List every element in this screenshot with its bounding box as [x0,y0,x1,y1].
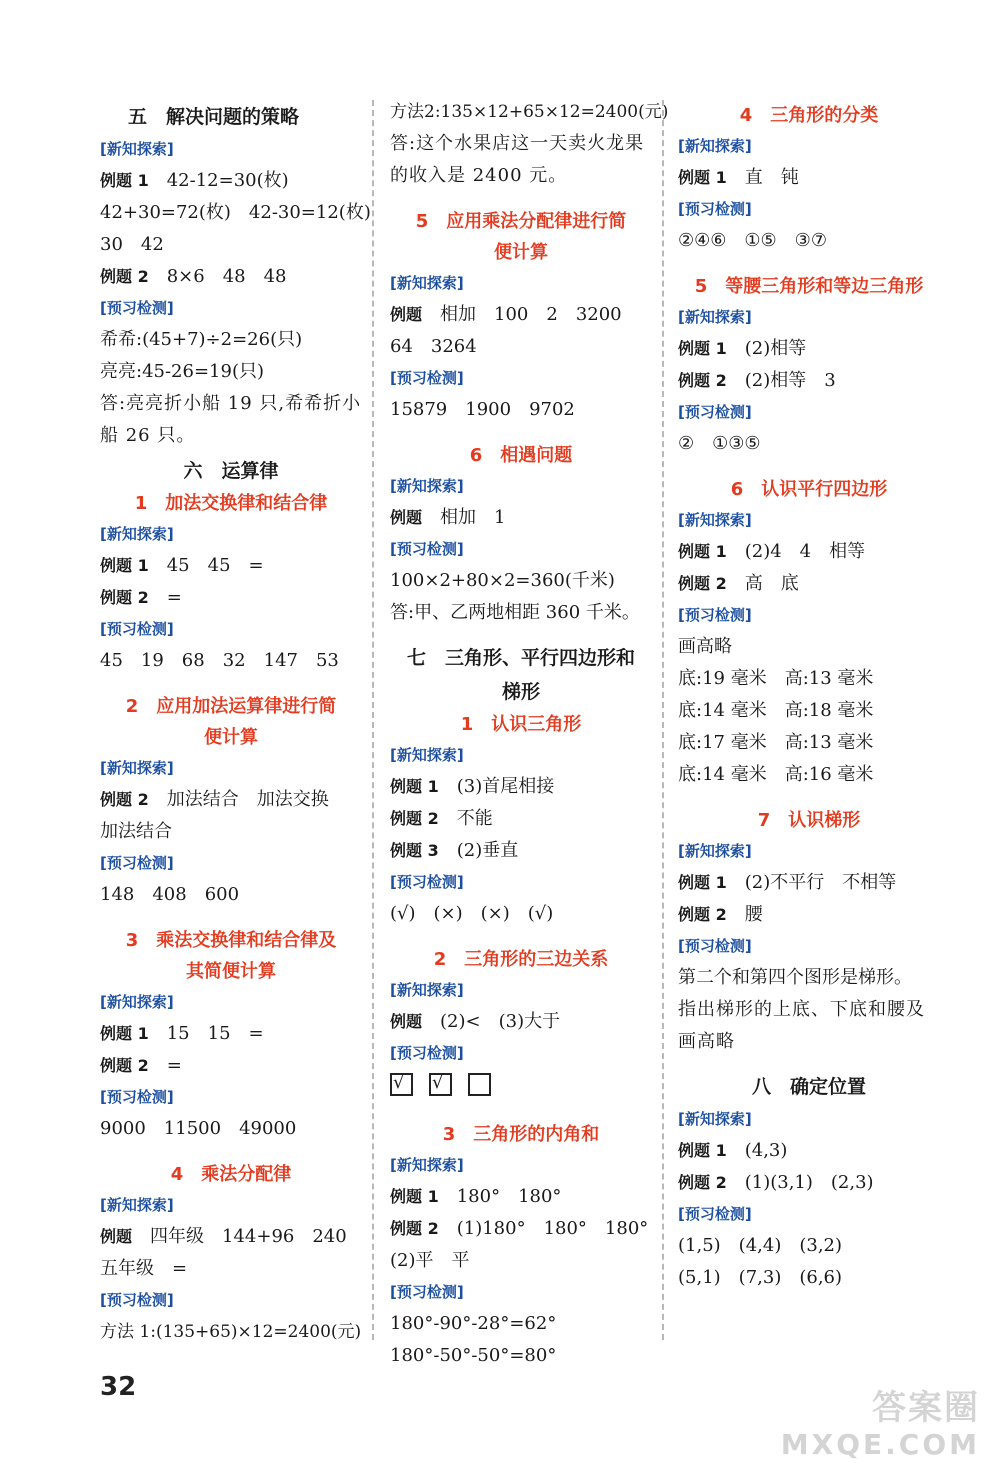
answer-line: 180°-50°-50°=80° [390,1345,557,1366]
example-label: 例题 2 [390,1219,439,1238]
preview-check-tag: [预习检测] [390,1044,464,1062]
answer-line: ②④⑥ ①⑤ ③⑦ [678,230,827,251]
example-label: 例题 1 [100,1024,149,1043]
answer-line [100,784,362,816]
example-label: 例题 2 [678,905,727,924]
answer-text: (2)不平行 不相等 [744,872,897,893]
answer-text: 加法结合 加法交换 [166,789,329,810]
answer-line: 五年级 = [100,1258,188,1279]
answer-line [100,1050,362,1082]
section-addition-simplify [100,691,362,911]
new-knowledge-tag: [新知探索] [678,842,752,860]
preview-check-tag: [预习检测] [678,403,752,421]
chapter-title: 七 三角形、平行四边形和 [406,647,635,669]
section-title: 4 乘法分配律 [170,1164,292,1185]
section-title-cont: 便计算 [494,242,548,263]
section-title: 6 认识平行四边形 [730,479,888,500]
new-knowledge-tag: [新知探索] [390,274,464,292]
answer-line: 方法 1:(135+65)×12=2400(元) [100,1322,362,1342]
answer-line: 第二个和第四个图形是梯形。 [678,967,912,988]
example-label: 例题 1 [678,542,727,561]
answer-text: = [166,587,182,608]
answer-text: 四年级 144+96 240 [150,1226,347,1247]
page-number: 32 [100,1372,137,1402]
example-label: 例题 [100,1227,133,1246]
answer-line: 100×2+80×2=360(千米) [390,570,615,591]
answer-text: (2)< (3)大于 [440,1011,561,1032]
answer-line [390,1213,652,1245]
preview-check-tag: [预习检测] [678,937,752,955]
section-distributive-law [100,1159,362,1348]
section-title: 7 认识梯形 [757,810,861,831]
example-label: 例题 1 [100,171,149,190]
section-title: 3 乘法交换律和结合律及 [125,930,337,951]
section-multiplication-laws [100,925,362,1145]
answer-line [390,1006,652,1038]
preview-check-tag: [预习检测] [390,369,464,387]
example-label: 例题 1 [678,873,727,892]
section-title: 2 三角形的三边关系 [433,949,609,970]
answer-line [678,1167,940,1199]
example-label: 例题 1 [390,1187,439,1206]
example-label: 例题 2 [678,1173,727,1192]
new-knowledge-tag: [新知探索] [678,1110,752,1128]
answer-line: (5,1) (7,3) (6,6) [678,1267,843,1288]
section-triangle-angles [390,1119,652,1372]
answer-text: 45 45 = [166,555,264,576]
answer-line: 180°-90°-28°=62° [390,1313,557,1334]
answer-line [678,536,940,568]
answer-text: 15 15 = [166,1023,264,1044]
section-title: 1 认识三角形 [460,714,582,735]
answer-line [100,261,362,293]
section-title: 5 应用乘法分配律进行简 [415,211,627,232]
new-knowledge-tag: [新知探索] [100,993,174,1011]
section-title-cont: 便计算 [204,727,258,748]
new-knowledge-tag: [新知探索] [678,137,752,155]
column-2 [390,96,669,1372]
example-label: 例题 3 [390,841,439,860]
checkbox-row [390,1069,652,1105]
section-triangles [390,641,652,930]
answer-line: 底:19 毫米 高:13 毫米 [678,668,874,689]
answer-text: 直 钝 [744,167,799,188]
answer-text: 42-12=30(枚) [166,170,289,191]
answer-line: 答:这个水果店这一天卖火龙果的收入是 2400 元。 [390,133,645,186]
example-label: 例题 2 [100,267,149,286]
new-knowledge-tag: [新知探索] [390,981,464,999]
column-divider [372,100,374,1340]
new-knowledge-tag: [新知探索] [100,759,174,777]
answer-line: 加法结合 [100,821,172,842]
chapter-title: 五 解决问题的策略 [128,106,300,128]
section-strategy [100,100,371,446]
answer-text: 不能 [456,808,493,829]
section-meeting-problem [390,440,652,629]
example-label: 例题 2 [390,809,439,828]
new-knowledge-tag: [新知探索] [100,525,174,543]
example-label: 例题 1 [678,168,727,187]
answer-line: 148 408 600 [100,884,240,905]
answer-text: (2)相等 [744,338,807,359]
answer-text: 腰 [744,904,763,925]
answer-line: 底:14 毫米 高:16 毫米 [678,764,874,785]
preview-check-tag: [预习检测] [678,606,752,624]
example-label: 例题 2 [100,790,149,809]
preview-check-tag: [预习检测] [100,299,174,317]
preview-check-tag: [预习检测] [100,1291,174,1309]
section-parallelogram [678,474,940,791]
section-title: 1 加法交换律和结合律 [134,493,328,514]
answer-text: (2)相等 3 [744,370,836,391]
answer-line [100,1221,362,1253]
answer-line: 30 42 [100,234,164,255]
section-title: 5 等腰三角形和等边三角形 [694,276,924,297]
section-distributive-law-cont [390,96,669,192]
chapter-title: 八 确定位置 [751,1076,866,1098]
answer-line: 答:亮亮折小船 19 只,希希折小船 26 只。 [100,393,362,446]
answer-line: 15879 1900 9702 [390,399,575,420]
section-operation-laws [100,454,362,677]
section-title: 2 应用加法运算律进行简 [125,696,337,717]
preview-check-tag: [预习检测] [678,1205,752,1223]
new-knowledge-tag: [新知探索] [100,140,174,158]
answer-line [100,582,362,614]
answer-text: (3)首尾相接 [456,776,555,797]
answer-line [390,803,652,835]
section-title: 6 相遇问题 [469,445,573,466]
answer-line [678,1135,940,1167]
section-triangle-classification [678,100,940,257]
answer-line [678,162,940,194]
new-knowledge-tag: [新知探索] [390,1156,464,1174]
section-title: 4 三角形的分类 [739,105,879,126]
answer-line [678,568,940,600]
new-knowledge-tag: [新知探索] [390,477,464,495]
section-trapezoid [678,805,940,1058]
column-3 [678,96,940,1294]
answer-line: 45 19 68 32 147 53 [100,650,339,671]
answer-line [678,899,940,931]
answer-line: 42+30=72(枚) 42-30=12(枚) [100,202,371,223]
answer-line [390,771,652,803]
section-position [678,1070,940,1294]
example-label: 例题 1 [390,777,439,796]
section-multiplication-simplify [390,206,652,426]
answer-line [100,165,362,197]
preview-check-tag: [预习检测] [390,873,464,891]
new-knowledge-tag: [新知探索] [390,746,464,764]
answer-text: 8×6 48 48 [166,266,287,287]
answer-line: 底:14 毫米 高:18 毫米 [678,700,874,721]
answer-line: 方法2:135×12+65×12=2400(元) [390,102,669,122]
answer-text: 相加 100 2 3200 [440,304,622,325]
answer-text: = [166,1055,182,1076]
section-isosceles-equilateral [678,271,940,460]
watermark-logo-text: 答案圈 [872,1388,980,1428]
preview-check-tag: [预习检测] [100,854,174,872]
answer-text: (1)(3,1) (2,3) [744,1172,874,1193]
example-label: 例题 2 [678,371,727,390]
new-knowledge-tag: [新知探索] [678,308,752,326]
answer-line [390,502,652,534]
answer-line [390,835,652,867]
column-divider [662,100,664,1340]
answer-line [100,550,362,582]
preview-check-tag: [预习检测] [390,1283,464,1301]
example-label: 例题 1 [100,556,149,575]
section-title-cont: 其简便计算 [186,961,276,982]
answer-line: 底:17 毫米 高:13 毫米 [678,732,874,753]
answer-line: 希希:(45+7)÷2=26(只) [100,329,303,350]
answer-text: (2)4 4 相等 [744,541,866,562]
answer-line: (1,5) (4,4) (3,2) [678,1235,843,1256]
section-title: 3 三角形的内角和 [442,1124,600,1145]
checkbox-checked-2 [429,1073,452,1096]
answer-line [390,1181,652,1213]
column-1 [100,96,371,1348]
answer-text: 相加 1 [440,507,506,528]
watermark [780,1388,980,1462]
example-label: 例题 2 [678,574,727,593]
preview-check-tag: [预习检测] [100,1088,174,1106]
watermark-site-text: MXQE.COM [780,1428,980,1461]
chapter-title-cont: 梯形 [501,681,540,703]
example-label: 例题 2 [100,588,149,607]
new-knowledge-tag: [新知探索] [678,511,752,529]
check-mark-icon: √ [393,1072,405,1093]
answer-line: 9000 11500 49000 [100,1118,297,1139]
answer-line: 指出梯形的上底、下底和腰及画高略 [678,999,925,1052]
answer-line: (2)平 平 [390,1250,470,1271]
example-label: 例题 1 [678,339,727,358]
example-label: 例题 1 [678,1141,727,1160]
answer-text: (4,3) [744,1140,788,1161]
example-label: 例题 2 [100,1056,149,1075]
example-label: 例题 [390,305,423,324]
answer-line [678,333,940,365]
answer-line: ② ①③⑤ [678,433,761,454]
answer-text: 高 底 [744,573,799,594]
section-triangle-sides [390,944,652,1105]
answer-line [100,1018,362,1050]
answer-line: 64 3264 [390,336,477,357]
checkbox-checked-1 [390,1073,413,1096]
preview-check-tag: [预习检测] [678,200,752,218]
answer-text: 180° 180° [456,1186,562,1207]
example-label: 例题 [390,508,423,527]
answer-line: 画高略 [678,636,732,657]
chapter-title: 六 运算律 [183,460,279,482]
answer-line: (√) (×) (×) (√) [390,903,554,924]
answer-line [678,365,940,397]
preview-check-tag: [预习检测] [390,540,464,558]
check-mark-icon: √ [432,1072,444,1093]
example-label: 例题 [390,1012,423,1031]
answer-text: (1)180° 180° 180° [456,1218,649,1239]
checkbox-empty [468,1073,491,1096]
preview-check-tag: [预习检测] [100,620,174,638]
answer-line [678,867,940,899]
answer-line: 亮亮:45-26=19(只) [100,361,264,382]
answer-line [390,299,652,331]
answer-text: (2)垂直 [456,840,519,861]
new-knowledge-tag: [新知探索] [100,1196,174,1214]
answer-line: 答:甲、乙两地相距 360 千米。 [390,602,640,623]
